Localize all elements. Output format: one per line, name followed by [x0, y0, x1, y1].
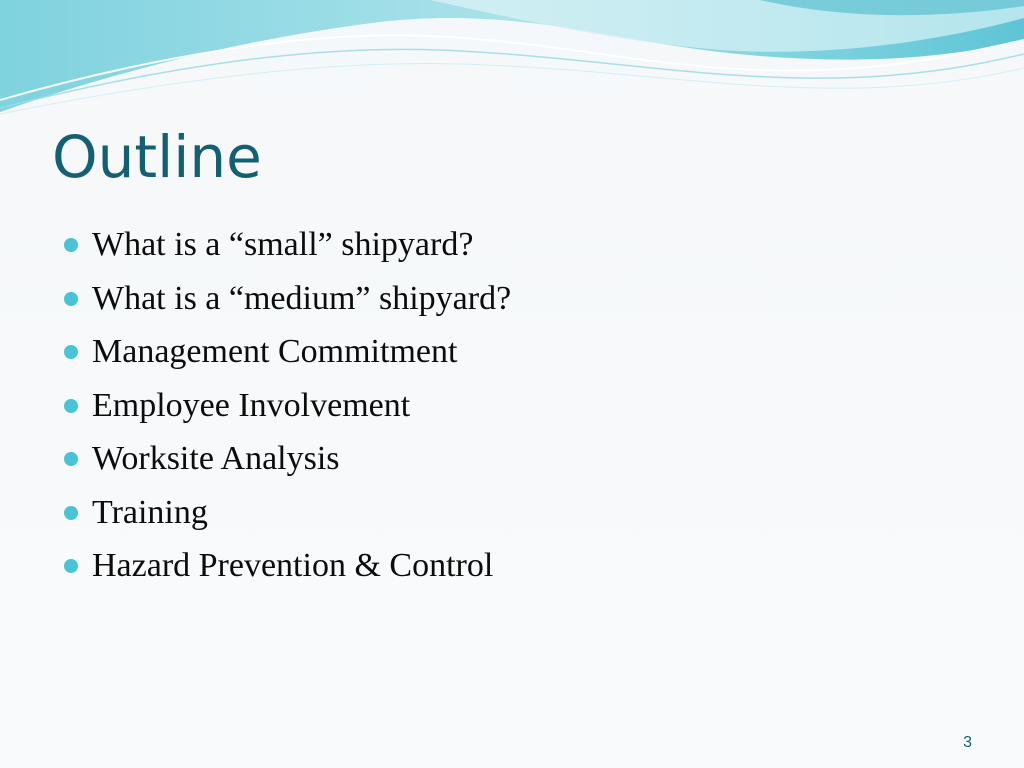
- bullet-icon: [64, 345, 78, 359]
- bullet-text: Management Commitment: [92, 333, 458, 370]
- decorative-wave-header: [0, 0, 1024, 120]
- bullet-text: Worksite Analysis: [92, 440, 340, 477]
- bullet-icon: [64, 292, 78, 306]
- bullet-icon: [64, 238, 78, 252]
- bullet-icon: [64, 452, 78, 466]
- list-item: [64, 272, 511, 326]
- bullet-icon: [64, 506, 78, 520]
- bullet-text: Employee Involvement: [92, 386, 411, 424]
- list-item: [64, 218, 511, 272]
- list-item: [64, 539, 511, 593]
- bullet-list: [64, 218, 511, 593]
- list-item: [64, 325, 511, 379]
- list-item: [64, 486, 511, 540]
- list-item: [64, 379, 511, 433]
- bullet-text: What is a “medium” shipyard?: [92, 279, 512, 317]
- page-number: 3: [963, 734, 972, 751]
- bullet-icon: [64, 399, 78, 413]
- list-item: [64, 432, 511, 486]
- bullet-icon: [64, 559, 78, 573]
- slide-title: Outline: [52, 123, 262, 191]
- bullet-text: What is a “small” shipyard?: [92, 226, 474, 263]
- wave-line-3: [0, 64, 1024, 114]
- bullet-text: Training: [92, 493, 208, 531]
- bullet-text: Hazard Prevention & Control: [92, 547, 494, 584]
